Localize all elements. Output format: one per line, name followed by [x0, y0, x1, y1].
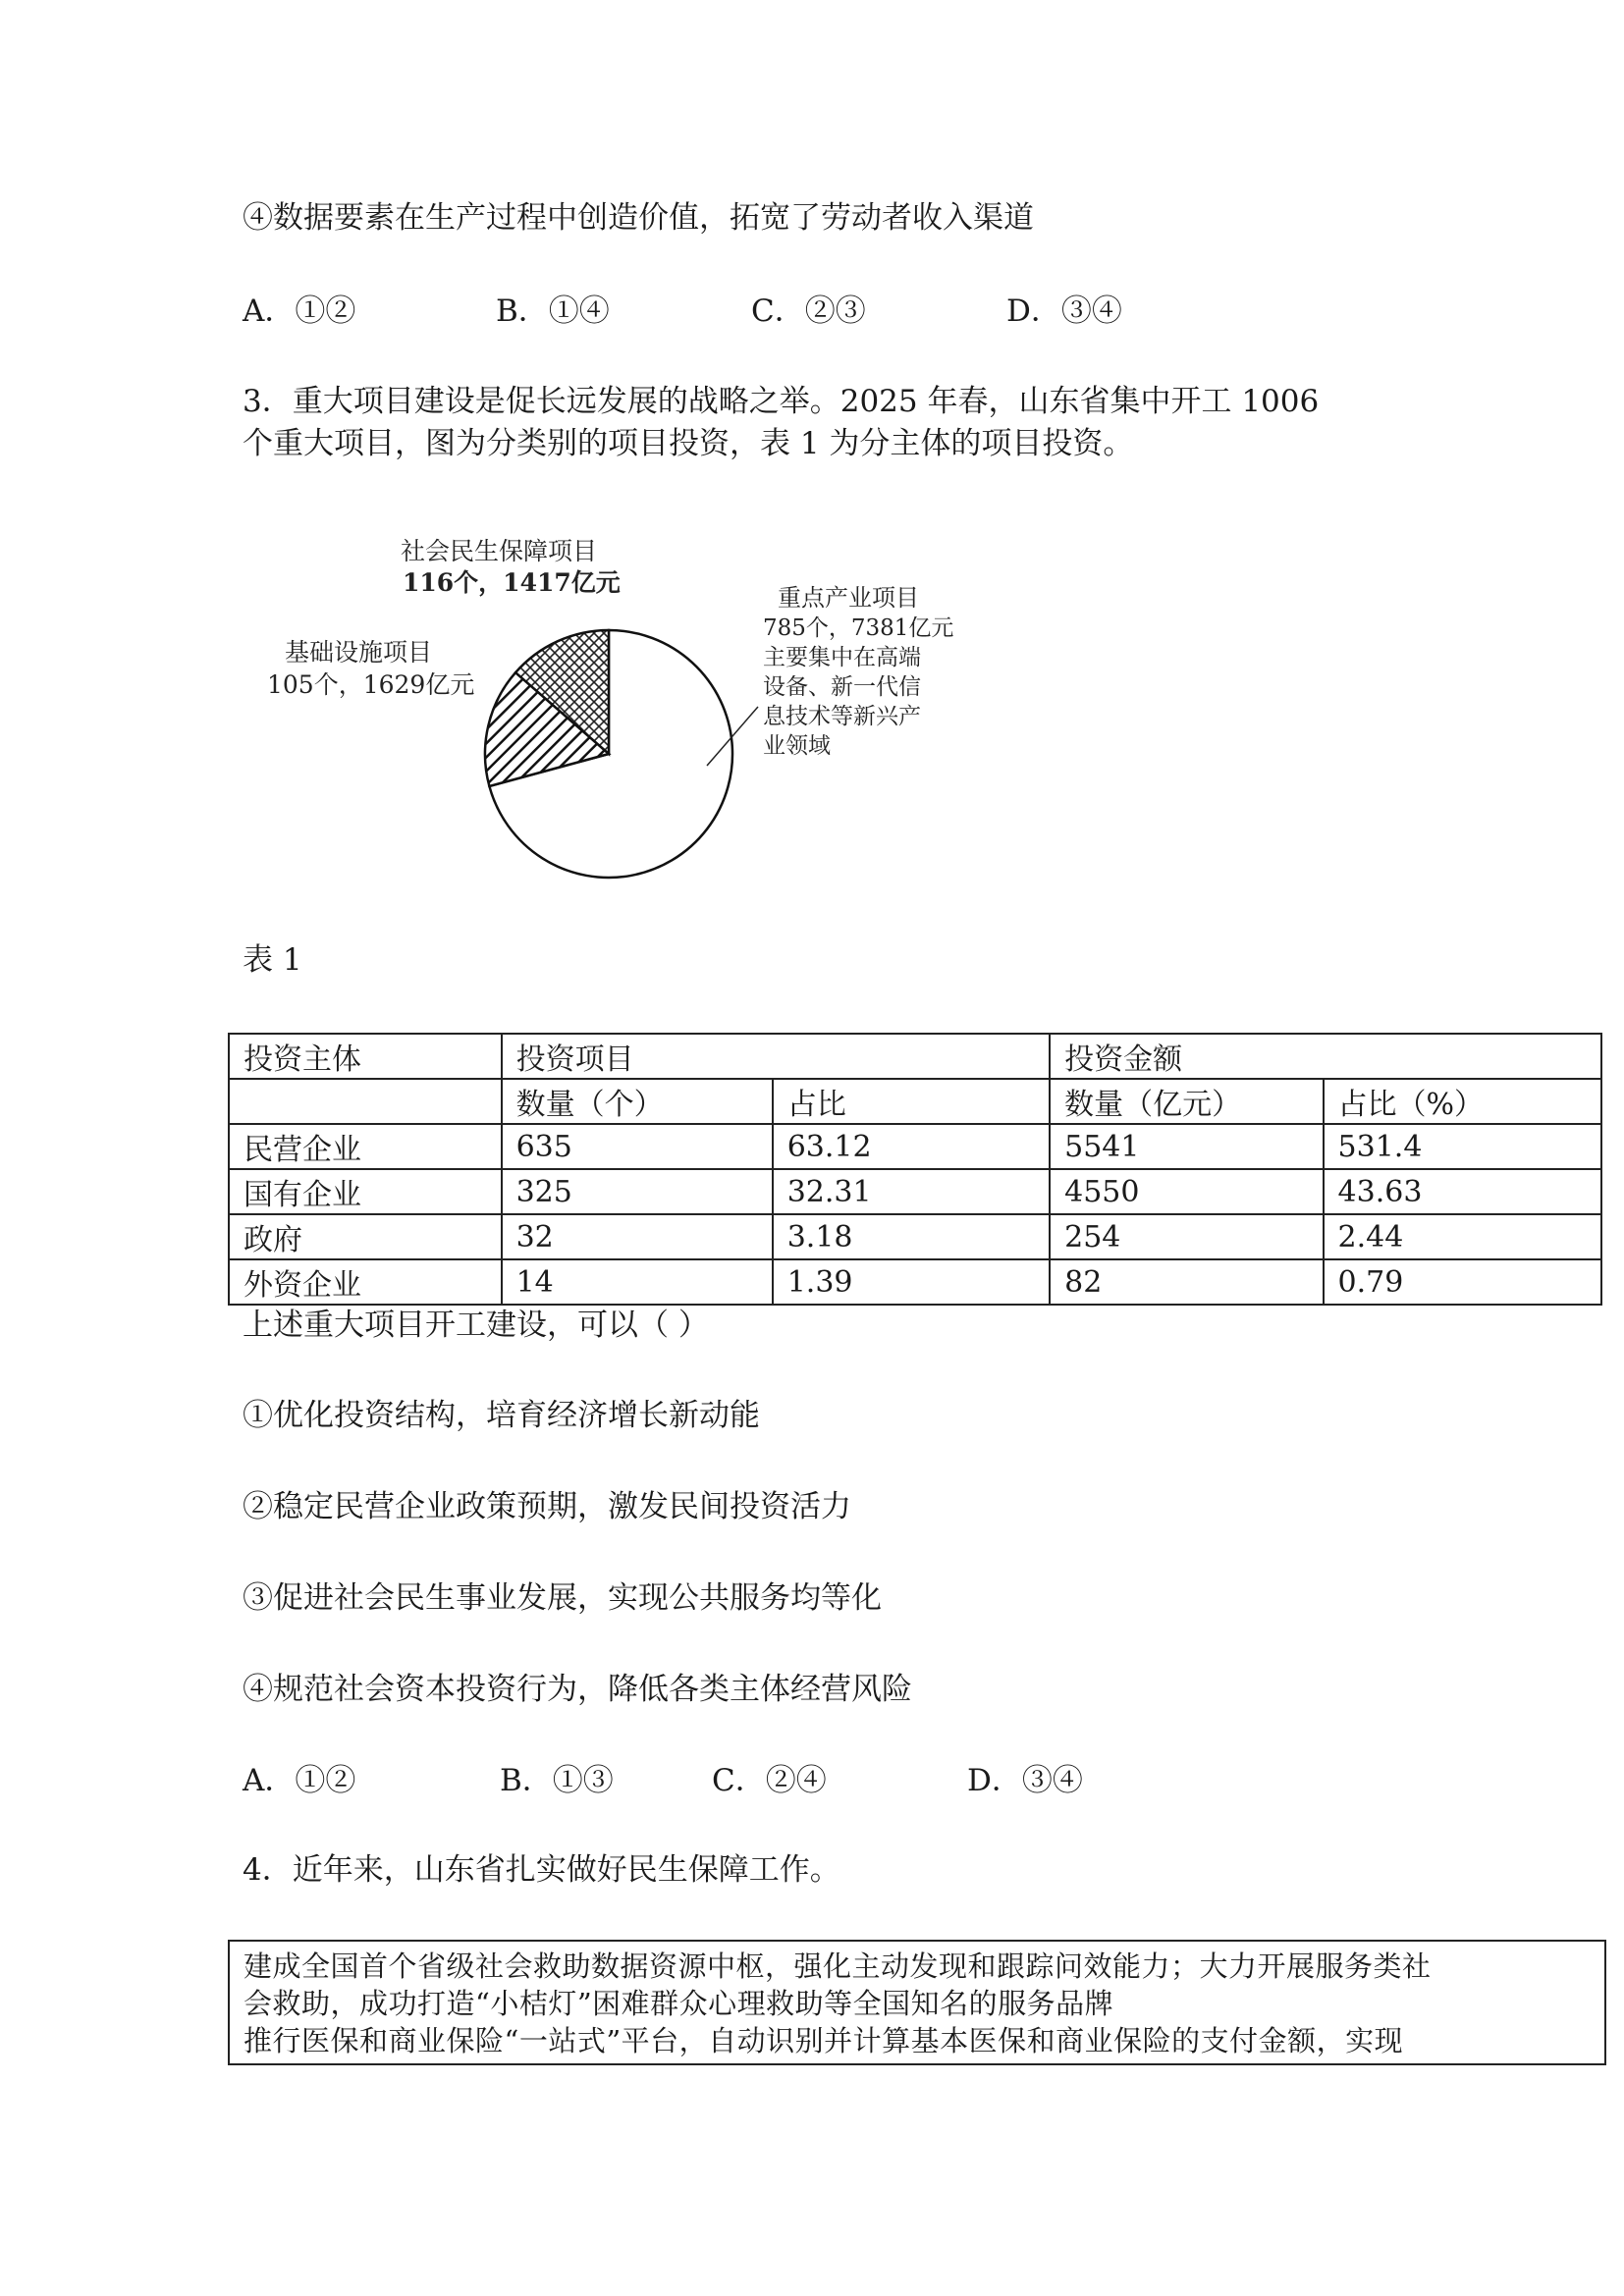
- q3-option-2: ②稳定民营企业政策预期，激发民间投资活力: [243, 1489, 851, 1524]
- pie-label-social-value: 116个，1417亿元: [403, 568, 621, 597]
- investment-pie-chart: [236, 520, 1001, 893]
- cell-money: 5541: [1050, 1124, 1323, 1169]
- cell-money: 254: [1050, 1214, 1323, 1259]
- pie-label-industry-value: 785个，7381亿元: [763, 615, 954, 641]
- header-count: 数量（个）: [502, 1079, 773, 1124]
- q2-choice-a: A．①②: [243, 294, 356, 329]
- q3-choice-c: C．②④: [712, 1763, 827, 1798]
- cell-share: 32.31: [773, 1169, 1050, 1214]
- table-header-row-2: [229, 1079, 1601, 1124]
- header-money-share: 占比（%）: [1324, 1079, 1601, 1124]
- table-header-row-1: [229, 1034, 1601, 1079]
- table-caption: 表 1: [243, 942, 302, 978]
- header-projects: 投资项目: [502, 1034, 1051, 1079]
- table-row: [229, 1169, 1601, 1214]
- cell-share: 63.12: [773, 1124, 1050, 1169]
- q3-option-3: ③促进社会民生事业发展，实现公共服务均等化: [243, 1580, 882, 1616]
- q2-choice-c: C．②③: [751, 294, 866, 329]
- table-row: [229, 1124, 1601, 1169]
- q4-box-line: 建成全国首个省级社会救助数据资源中枢，强化主动发现和跟踪问效能力；大力开展服务类社: [244, 1949, 1432, 1983]
- pie-label-infra-value: 105个，1629亿元: [267, 670, 475, 699]
- cell-subject: 政府: [229, 1214, 502, 1259]
- q4-box-line: 会救助，成功打造“小桔灯”困难群众心理救助等全国知名的服务品牌: [244, 1987, 1114, 2020]
- q3-choice-d: D．③④: [967, 1763, 1083, 1798]
- q4-box-line: 推行医保和商业保险“一站式”平台，自动识别并计算基本医保和商业保险的支付金额，实现: [244, 2024, 1404, 2057]
- pie-label-industry-desc3: 息技术等新兴产: [763, 704, 921, 729]
- header-empty: [229, 1079, 502, 1124]
- cell-money-share: 43.63: [1324, 1169, 1601, 1214]
- cell-money-share: 2.44: [1324, 1214, 1601, 1259]
- pie-label-industry-desc2: 设备、新一代信: [763, 674, 921, 700]
- header-subject: 投资主体: [229, 1034, 502, 1079]
- table-row: [229, 1259, 1601, 1305]
- pie-label-industry-desc4: 业领域: [763, 733, 831, 759]
- cell-money: 4550: [1050, 1169, 1323, 1214]
- cell-money: 82: [1050, 1259, 1323, 1305]
- q3-choice-a: A．①②: [243, 1763, 356, 1798]
- cell-count: 32: [502, 1214, 773, 1259]
- table-row: [229, 1214, 1601, 1259]
- cell-subject: 国有企业: [229, 1169, 502, 1214]
- cell-count: 635: [502, 1124, 773, 1169]
- q2-choice-b: B．①④: [496, 294, 610, 329]
- q3-option-1: ①优化投资结构，培育经济增长新动能: [243, 1398, 760, 1433]
- q4-material-box: [228, 1940, 1606, 2065]
- q3-stem-line1: 3．重大项目建设是促长远发展的战略之举。2025 年春，山东省集中开工 1006: [243, 384, 1320, 419]
- q3-option-4: ④规范社会资本投资行为，降低各类主体经营风险: [243, 1672, 912, 1707]
- q3-choice-b: B．①③: [500, 1763, 614, 1798]
- cell-share: 3.18: [773, 1214, 1050, 1259]
- investment-table: [228, 1033, 1602, 1306]
- pie-label-industry-desc1: 主要集中在高端: [763, 645, 921, 670]
- cell-money-share: 0.79: [1324, 1259, 1601, 1305]
- cell-money-share: 531.4: [1324, 1124, 1601, 1169]
- header-money: 数量（亿元）: [1050, 1079, 1323, 1124]
- header-share: 占比: [773, 1079, 1050, 1124]
- cell-count: 14: [502, 1259, 773, 1305]
- cell-subject: 民营企业: [229, 1124, 502, 1169]
- q2-choice-d: D．③④: [1006, 294, 1122, 329]
- pie-label-social-title: 社会民生保障项目: [401, 537, 598, 565]
- pie-label-industry-title: 重点产业项目: [778, 584, 919, 612]
- cell-count: 325: [502, 1169, 773, 1214]
- pie-label-infra-title: 基础设施项目: [285, 638, 433, 667]
- cell-subject: 外资企业: [229, 1259, 502, 1305]
- q3-question: 上述重大项目开工建设，可以（ ）: [243, 1308, 709, 1343]
- q4-stem: 4．近年来，山东省扎实做好民生保障工作。: [243, 1852, 840, 1888]
- cell-share: 1.39: [773, 1259, 1050, 1305]
- q3-stem-line2: 个重大项目，图为分类别的项目投资，表 1 为分主体的项目投资。: [243, 426, 1134, 461]
- header-amount: 投资金额: [1050, 1034, 1601, 1079]
- q2-option-4: ④数据要素在生产过程中创造价值，拓宽了劳动者收入渠道: [243, 200, 1034, 236]
